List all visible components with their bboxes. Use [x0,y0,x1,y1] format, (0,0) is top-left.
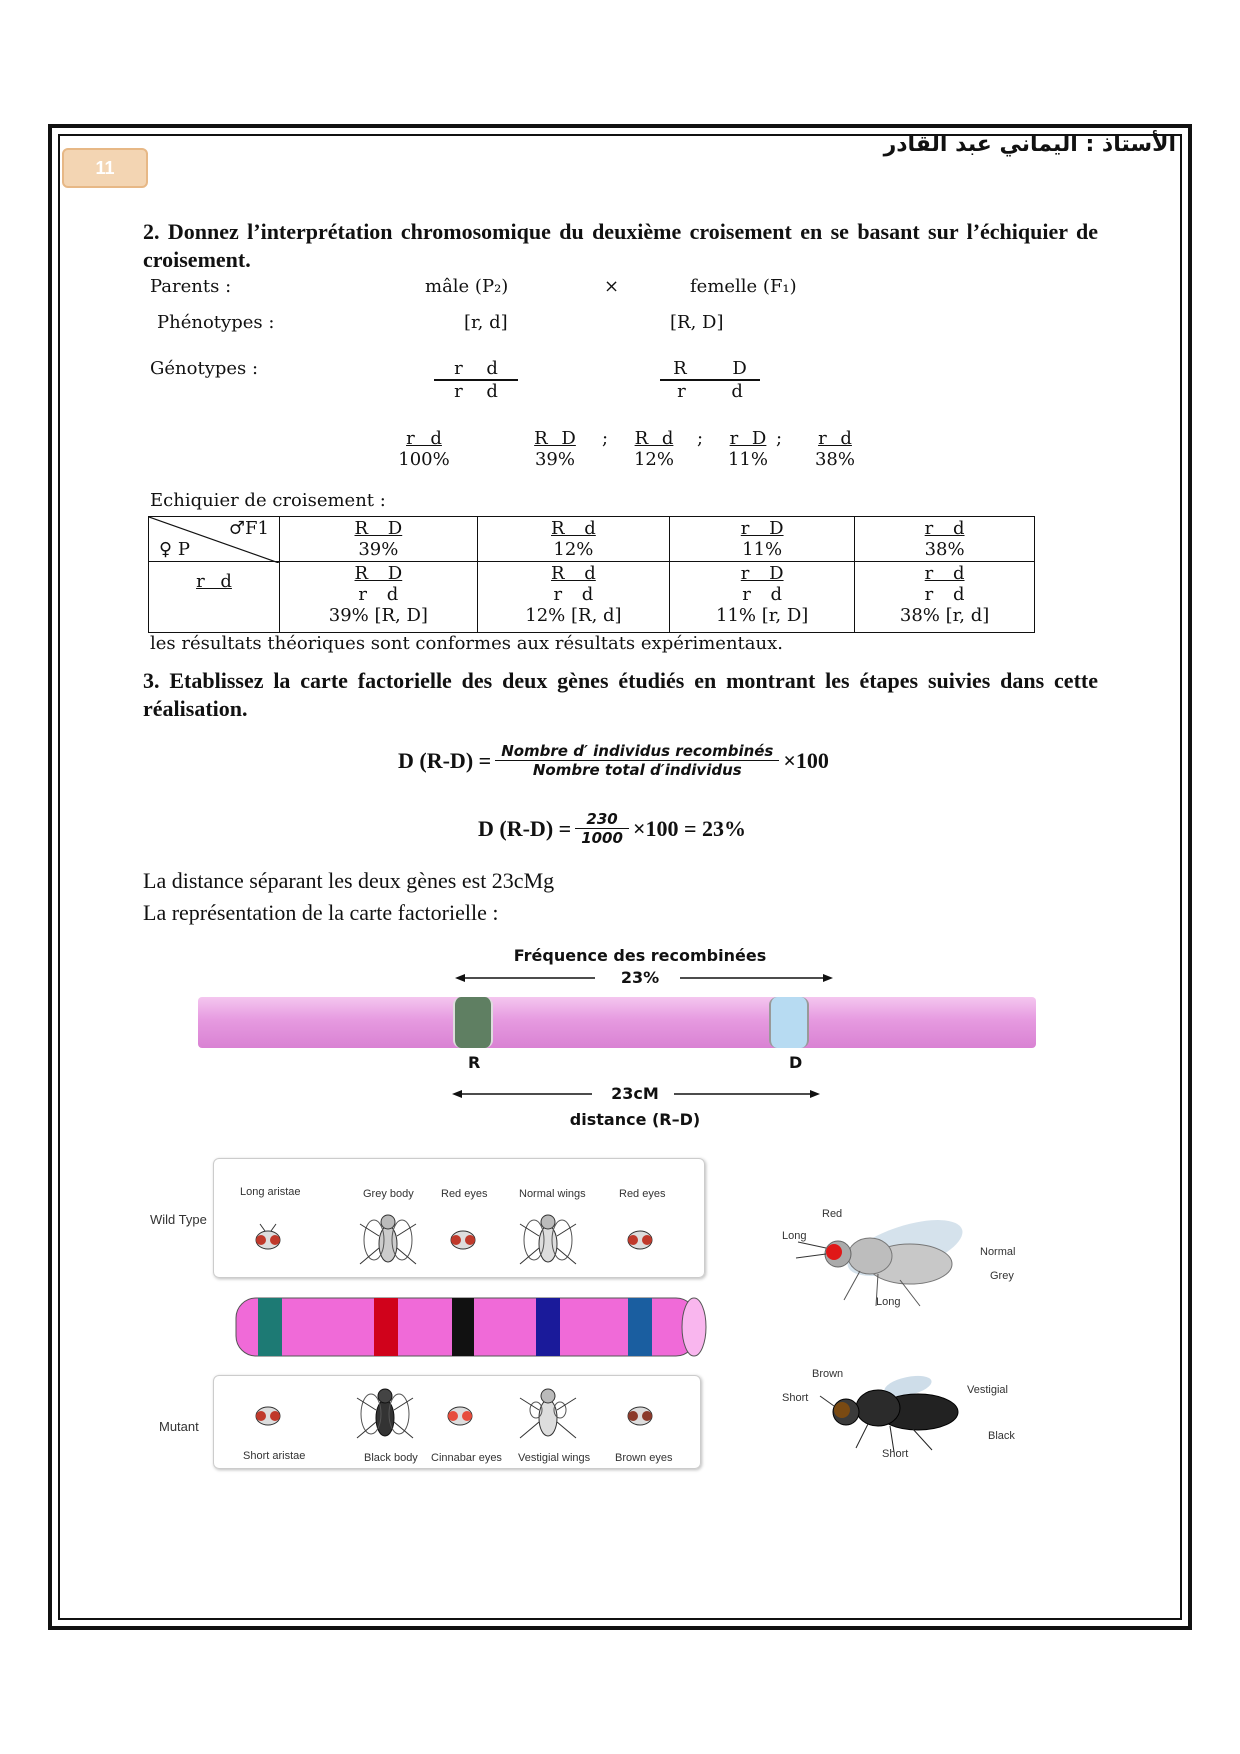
wild-trait-label: Red eyes [619,1188,666,1200]
distance-label: distance (R–D) [569,1110,701,1129]
female-parent: femelle (F₁) [690,276,797,297]
male-genotype: r d r d [434,358,518,402]
wild-type-label: Wild Type [150,1212,207,1227]
band-aristae [258,1298,282,1356]
conclusion-text: les résultats théoriques sont conformes aux résultats expérimentaux. [150,633,783,654]
distance-statement: La distance séparant les deux gènes est 23cMg [143,868,555,893]
cross-sign: × [604,276,620,297]
gamete-separator: ; [776,428,783,449]
mutant-trait-label: Cinnabar eyes [431,1452,502,1464]
gene-r-label: R [468,1053,481,1072]
female-phenotype: [R, D] [670,312,724,333]
gene-r-band [453,997,493,1048]
gamete-separator: ; [697,428,704,449]
table-row [149,562,1035,633]
female-gamete-4: r d 38% [814,428,855,470]
wild-trait-label: Normal wings [519,1188,586,1200]
normal-wings-fly-icon [520,1215,576,1264]
wild-fly-label: Long [782,1230,807,1242]
punnett-table [148,516,1035,633]
female-gamete-3: r D 11% [727,428,768,470]
map-intro: La représentation de la carte factorielle : [143,900,499,925]
mutant-trait-label: Black body [364,1452,418,1464]
author-name: الأستاذ : اليماني عبد القادر [883,132,1176,157]
mutant-fly-label: Short [782,1392,809,1404]
corner-cell: ♂F1 ♀ P [149,517,280,562]
result-cell: r d r d 38% [r, d] [855,562,1035,633]
header-cell: R d 12% [477,517,669,562]
freq-value: 23% [620,968,660,987]
distance-formula: D (R-D) = Nombre d′ individus recombinés Nombre total d′individus ×100 [398,742,829,779]
mutant-flies [213,1376,699,1448]
wild-type-flies [213,1200,703,1280]
fly-head-icon [628,1407,652,1425]
phenotypes-label: Phénotypes : [157,312,275,333]
parents-label: Parents : [150,276,232,297]
mutant-trait-label: Brown eyes [615,1452,673,1464]
band-cinnabar [452,1298,474,1356]
result-cell: R D r d 39% [R, D] [280,562,478,633]
mutant-trait-label: Short aristae [243,1450,306,1462]
header-cell: R D 39% [280,517,478,562]
header-cell: r d 38% [855,517,1035,562]
fly-head-icon [256,1407,280,1425]
gene-d-band [769,997,809,1048]
male-phenotype: [r, d] [464,312,508,333]
distance-calculation: D (R-D) = $\frac{230}{1000}$ ×100 = 23% [478,810,747,847]
chromosome-body [198,997,1036,1048]
wild-fly-label: Normal [980,1246,1016,1258]
male-parent: mâle (P₂) [425,276,509,297]
wild-trait-label: Long aristae [240,1186,301,1198]
female-gamete-2: R d 12% [633,428,674,470]
gene-d-label: D [789,1053,803,1072]
genotypes-label: Génotypes : [150,358,259,379]
mutant-label: Mutant [159,1419,199,1434]
page-number-badge: 11 [62,148,148,188]
fly-head-icon [256,1224,280,1249]
mutant-fly-label: Short [882,1448,909,1460]
wild-fly-label: Long [876,1296,901,1308]
result-cell: r D r d 11% [r, D] [670,562,855,633]
fly-head-icon [448,1407,472,1425]
band-eyes [628,1298,652,1356]
wild-trait-label: Red eyes [441,1188,488,1200]
band-body [374,1298,398,1356]
vestigial-wings-fly-icon [520,1389,576,1438]
wild-fly-label: Red [822,1208,843,1220]
question-3-title: 3. Etablissez la carte factorielle des deux gènes étudiés en montrant les étapes suivies dans cette réalisation. [143,668,1098,721]
male-gamete: r d 100% [398,428,450,470]
distance-value: 23cM [611,1084,659,1103]
wild-trait-label: Grey body [363,1188,414,1200]
gene-chromosome [232,1294,714,1360]
fly-head-icon [628,1231,652,1249]
table-header-row [149,517,1035,562]
female-genotype: R D r d [660,358,760,402]
chromosome-bar [198,997,1036,1048]
result-cell: R d r d 12% [R, d] [477,562,669,633]
mutant-fly-label: Vestigial [967,1384,1008,1396]
grey-body-fly-icon [360,1215,416,1264]
gamete-separator: ; [602,428,609,449]
fly-head-icon [451,1231,475,1249]
mutant-fly-label: Black [988,1430,1015,1442]
row-gamete-cell: r d [149,562,280,633]
band-wings [536,1298,560,1356]
black-body-fly-icon [357,1389,413,1438]
female-gamete-1: R D 39% [534,428,576,470]
mutant-trait-label: Vestigial wings [518,1452,591,1464]
wild-fly-label: Grey [990,1270,1014,1282]
freq-title: Fréquence des recombinées [513,946,767,965]
question-2-title: 2. Donnez l’interprétation chromosomique du deuxième croisement en se basant sur l’échiquier de croisement. [143,219,1098,272]
echiquier-title: Echiquier de croisement : [150,490,386,511]
mutant-fly-label: Brown [812,1368,844,1380]
header-cell: r D 11% [670,517,855,562]
